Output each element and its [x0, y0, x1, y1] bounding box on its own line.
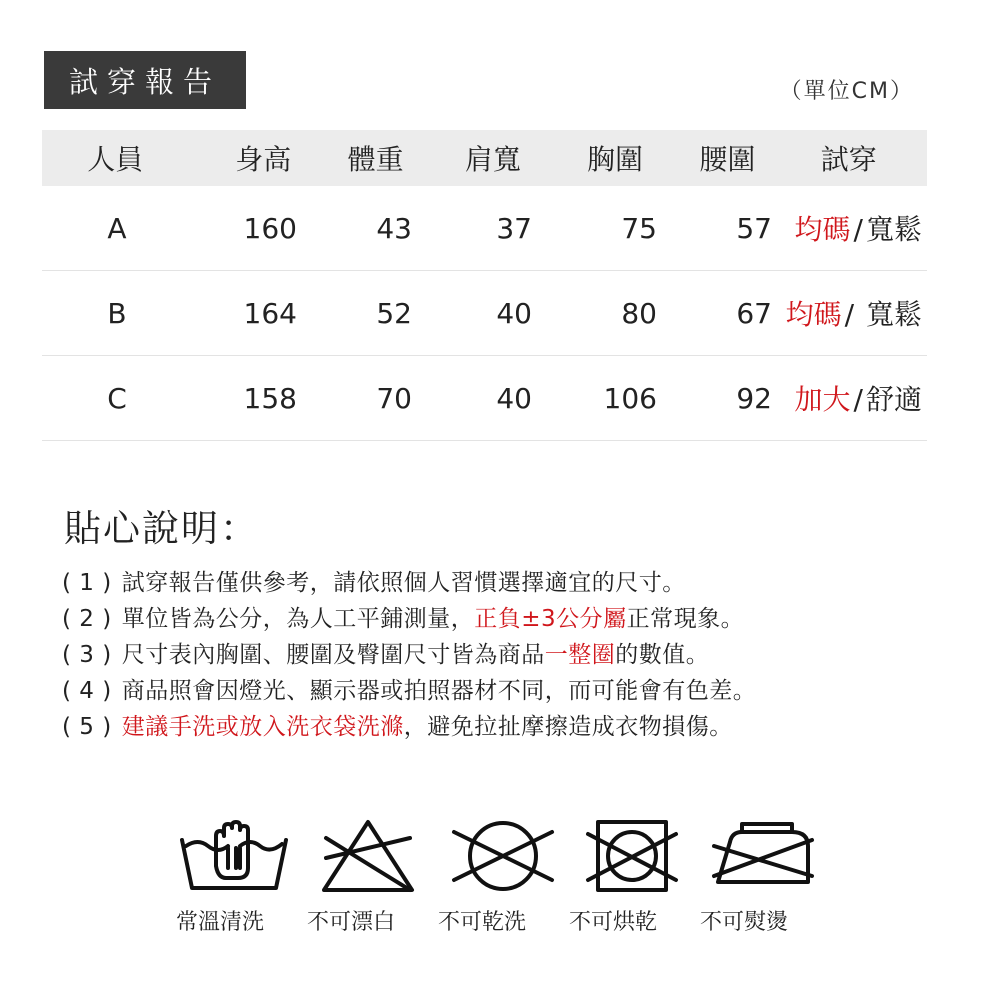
shoulder-cell: 40 [496, 296, 532, 330]
fit-feel: 寬鬆 [857, 298, 922, 331]
note-text: ，避免拉扯摩擦造成衣物損傷。 [403, 714, 733, 740]
care-label-no-dry-clean: 不可乾洗 [438, 910, 527, 935]
header-chest: 胸圍 [587, 143, 644, 176]
weight-cell: 52 [376, 296, 412, 330]
note-text: 商品照會因燈光、顯示器或拍照器材不同，而可能會有色差。 [121, 678, 757, 704]
header-person: 人員 [87, 143, 144, 176]
note-text: 試穿報告僅供參考，請依照個人習慣選擇適宜的尺寸。 [121, 570, 686, 596]
header-waist: 腰圍 [699, 143, 756, 176]
note-text: 正常現象。 [626, 606, 745, 632]
note-number: ( 3 ) [62, 642, 112, 668]
care-label-no-iron: 不可熨燙 [700, 910, 789, 935]
care-label-no-tumble-dry: 不可烘乾 [569, 910, 658, 935]
note-item [62, 601, 962, 637]
fit-slash: / [853, 213, 863, 246]
fit-feel: 寬鬆 [865, 213, 922, 246]
height-cell: 164 [243, 296, 297, 330]
unit-label: （單位CM） [779, 79, 914, 104]
fit-slash: / [853, 383, 863, 416]
report-title: 試穿報告 [44, 51, 246, 109]
fitting-table [42, 130, 927, 441]
fit-size: 均碼 [794, 213, 851, 246]
note-highlight: 建議手洗或放入洗衣袋洗滌 [121, 714, 404, 740]
note-item [62, 565, 962, 601]
table-row [42, 356, 927, 441]
note-number: ( 1 ) [62, 570, 112, 596]
table-row [42, 271, 927, 356]
note-highlight: 一整圈 [544, 642, 616, 668]
note-text: 尺寸表內胸圍、腰圍及臀圍尺寸皆為商品 [121, 642, 545, 668]
person-cell: B [107, 296, 127, 330]
person-cell: C [107, 381, 127, 415]
note-text: 的數值。 [615, 642, 710, 668]
weight-cell: 70 [376, 381, 412, 415]
fit-size: 均碼 [785, 298, 842, 331]
height-cell: 160 [243, 211, 297, 245]
chest-cell: 106 [603, 381, 657, 415]
waist-cell: 92 [736, 381, 772, 415]
table-header [42, 130, 927, 186]
shoulder-cell: 40 [496, 381, 532, 415]
header-shoulder: 肩寬 [464, 143, 521, 176]
waist-cell: 67 [736, 296, 772, 330]
fit-cell [772, 378, 927, 418]
fit-feel: 舒適 [865, 383, 922, 416]
fit-cell [772, 293, 927, 333]
note-highlight: 正負±3公分屬 [474, 606, 627, 632]
fit-slash: / [844, 298, 855, 331]
header-fit: 試穿 [820, 143, 877, 176]
note-item [62, 673, 962, 709]
no-iron-icon [708, 818, 818, 893]
height-cell: 158 [243, 381, 297, 415]
header-height: 身高 [235, 143, 292, 176]
no-dry-clean-icon [448, 818, 558, 893]
weight-cell: 43 [376, 211, 412, 245]
care-label-no-bleach: 不可漂白 [307, 910, 396, 935]
note-text: 單位皆為公分，為人工平鋪測量， [121, 606, 475, 632]
no-bleach-icon [318, 818, 418, 893]
note-number: ( 5 ) [62, 714, 112, 740]
person-cell: A [107, 211, 127, 245]
note-number: ( 4 ) [62, 678, 112, 704]
chest-cell: 80 [621, 296, 657, 330]
hand-wash-icon [178, 818, 290, 893]
notes-list [62, 565, 962, 745]
note-item [62, 637, 962, 673]
waist-cell: 57 [736, 211, 772, 245]
fit-cell [772, 208, 927, 248]
note-number: ( 2 ) [62, 606, 112, 632]
care-icons [170, 818, 830, 898]
no-tumble-dry-icon [582, 818, 682, 893]
table-row [42, 186, 927, 271]
care-labels [176, 905, 831, 936]
note-item [62, 709, 962, 745]
shoulder-cell: 37 [496, 211, 532, 245]
header-weight: 體重 [347, 143, 404, 176]
care-label-hand-wash: 常溫清洗 [176, 910, 265, 935]
chest-cell: 75 [621, 211, 657, 245]
fit-size: 加大 [794, 383, 851, 416]
notes-title: 貼心說明： [64, 507, 259, 550]
